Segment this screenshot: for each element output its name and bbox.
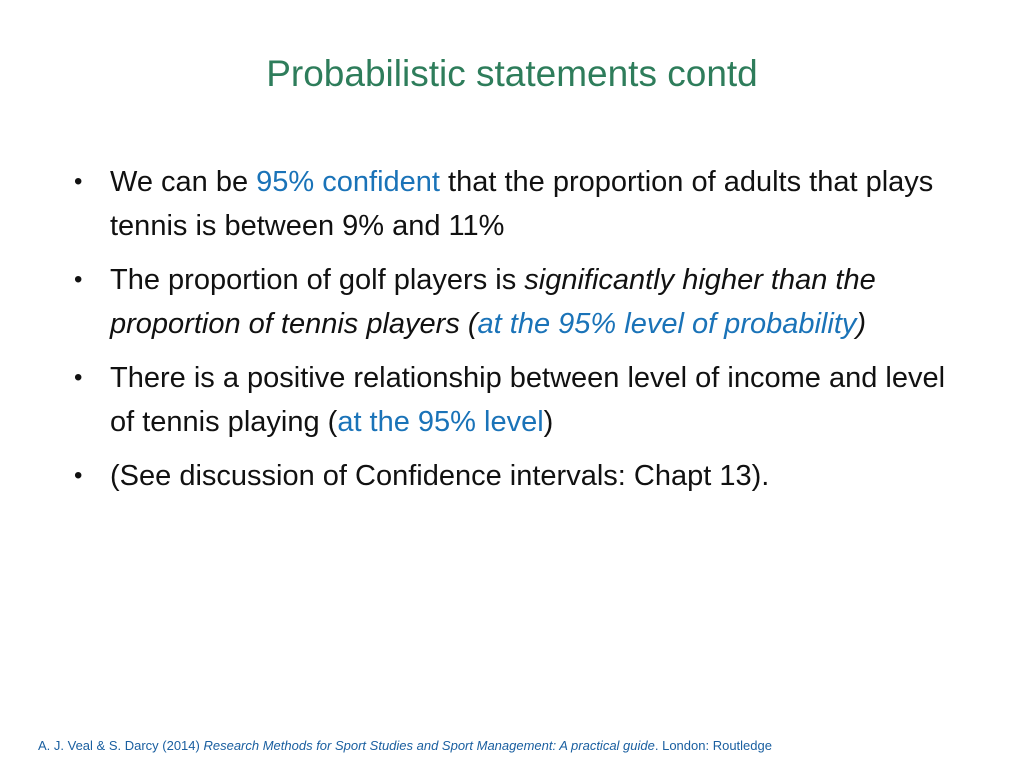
bullet-item	[72, 454, 962, 498]
bullet-list	[72, 160, 962, 508]
bullet-item	[72, 356, 962, 444]
footer-book-title: Research Methods for Sport Studies and Sport Management: A practical guide	[203, 738, 655, 753]
footer-publisher: . London: Routledge	[654, 738, 772, 753]
bullet-highlight-text: 95% confident	[256, 166, 440, 198]
bullet-highlight-text: at the 95% level	[337, 406, 544, 438]
bullet-text-segment: There is a positive relationship between level of income and level of tennis playing (	[110, 362, 946, 438]
bullet-italic-text: significantly higher than the proportion of tennis players (	[110, 264, 876, 340]
bullet-italic-text: )	[856, 308, 867, 340]
bullet-item	[72, 160, 962, 248]
bullet-item	[72, 258, 962, 346]
bullet-dot-icon: •	[74, 168, 83, 195]
bullet-dot-icon: •	[74, 266, 83, 293]
bullet-text-segment: The proportion of golf players is	[110, 264, 525, 296]
slide-title: Probabilistic statements contd	[266, 53, 758, 94]
citation-footer	[38, 738, 772, 753]
bullet-text-segment: (See discussion of Confidence intervals: Chapt 13).	[110, 460, 770, 492]
bullet-text-segment: that the proportion of adults that plays tennis is between 9% and 11%	[110, 166, 934, 242]
bullet-text-segment: We can be	[110, 166, 257, 198]
bullet-dot-icon: •	[74, 364, 83, 391]
footer-authors: A. J. Veal & S. Darcy (2014)	[38, 738, 204, 753]
bullet-dot-icon: •	[74, 462, 83, 489]
bullet-italic-highlight-text: at the 95% level of probability	[477, 308, 857, 340]
bullet-text-segment: )	[543, 406, 554, 438]
